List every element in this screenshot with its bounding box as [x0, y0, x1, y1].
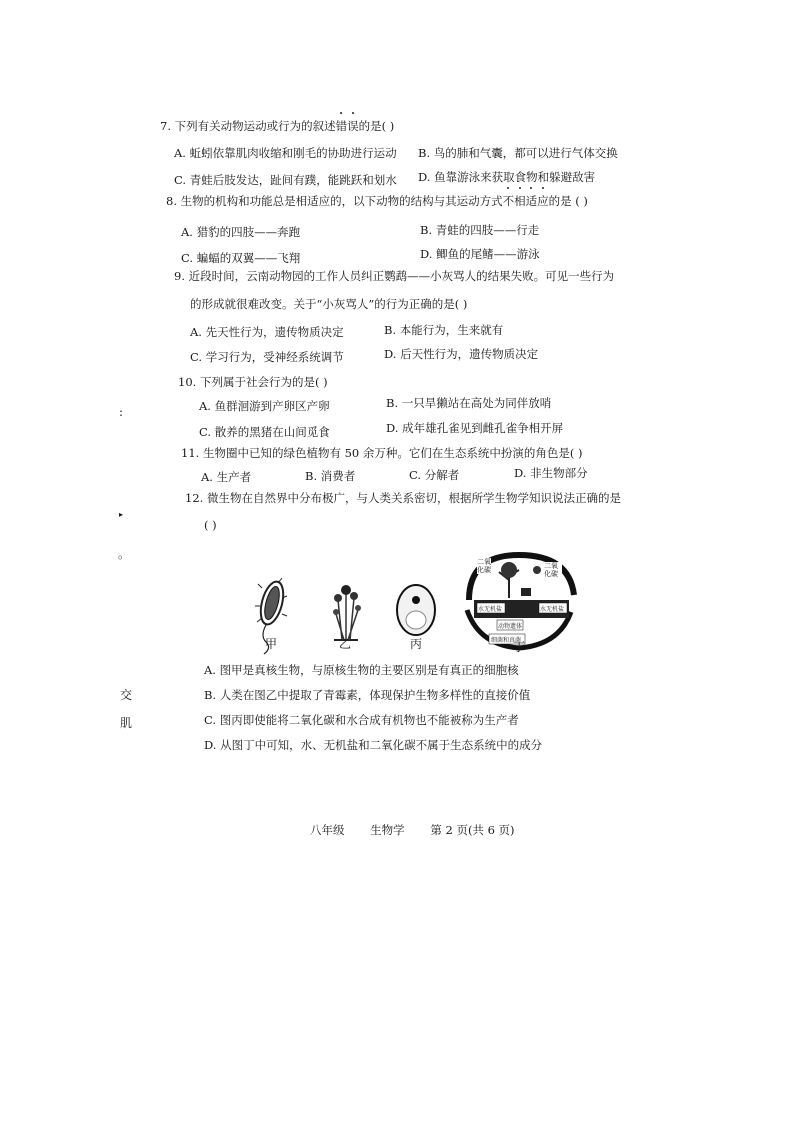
figure-text-inorganic-right: 水无机盐: [540, 606, 565, 613]
q8-option-c: C. 蝙蝠的双翼——飞翔: [181, 251, 301, 265]
q7-stem-emphasis: [336, 119, 359, 133]
q8-stem-emphasis: [503, 194, 549, 208]
q7-option-d: D. 鱼靠游泳来获取食物和躲避敌害: [418, 170, 596, 184]
margin-mark-colon: :: [119, 405, 124, 419]
emphasis-dot: [352, 112, 354, 114]
q11-option-b: B. 消费者: [305, 469, 356, 483]
q10-option-b: B. 一只旱獭站在高处为同伴放哨: [386, 396, 552, 410]
q9-option-b: B. 本能行为，生来就有: [384, 323, 504, 337]
question-12-stem-line1: 12. 微生物在自然界中分布极广，与人类关系密切，根据所学生物学知识说法正确的是: [185, 491, 621, 505]
emphasis-dot: [530, 187, 532, 189]
figure-text-co2-left: 二氧化碳: [477, 558, 491, 574]
q7-emph-text: 错误: [335, 119, 359, 133]
q12-option-c: C. 图丙即使能将二氧化碳和水合成有机物也不能被称为生产者: [204, 713, 519, 727]
footer-page-number: 第 2 页(共 6 页): [430, 823, 515, 837]
emphasis-dot: [542, 187, 544, 189]
q8-stem-before: 8. 生物的机构和功能总是相适应的，以下动物的结构与其运动方式: [166, 194, 503, 208]
figure-label-ding: 丁: [513, 640, 526, 654]
q7-stem-after: 的是( ): [358, 119, 395, 133]
q7-stem-before: 7. 下列有关动物运动或行为的叙述: [160, 119, 336, 133]
q10-option-d: D. 成年雄孔雀见到雌孔雀争相开屏: [386, 421, 564, 435]
question-8-stem: [166, 193, 588, 209]
emphasis-dot: [519, 187, 521, 189]
q11-option-c: C. 分解者: [409, 468, 460, 482]
figure-label-yi: 乙: [339, 637, 352, 651]
q11-option-d: D. 非生物部分: [514, 466, 588, 480]
q12-option-d: D. 从图丁中可知，水、无机盐和二氧化碳不属于生态系统中的成分: [204, 738, 543, 752]
question-9-stem-line2: 的形成就很难改变。关于“小灰骂人”的行为正确的是( ): [190, 297, 468, 311]
q7-option-c: C. 青蛙后肢发达，趾间有蹼，能跳跃和划水: [174, 173, 397, 187]
margin-mark-arrow: ▸: [119, 510, 124, 519]
question-11-stem: 11. 生物圈中已知的绿色植物有 50 余万种。它们在生态系统中扮演的角色是( ): [181, 446, 583, 460]
figure-text-bottom-box: 细菌和真菌: [491, 637, 522, 644]
question-9-stem-line1: 9. 近段时间，云南动物园的工作人员纠正鹦鹉——小灰骂人的结果失败。可见一些行为: [174, 269, 615, 283]
q9-option-d: D. 后天性行为，遗传物质决定: [384, 347, 539, 361]
penicillium-drawing: [333, 585, 361, 640]
margin-char-jiao: 交: [120, 688, 133, 702]
q10-option-c: C. 散养的黑猪在山间觅食: [199, 425, 330, 439]
q8-option-d: D. 鲫鱼的尾鳍——游泳: [420, 247, 540, 261]
q9-option-a: A. 先天性行为，遗传物质决定: [190, 325, 344, 339]
figure-text-co2-right: 二氧化碳: [544, 562, 562, 578]
margin-mark-dot: 。: [118, 547, 131, 561]
microorganism-figure: [244, 550, 584, 660]
question-10-stem: 10. 下列属于社会行为的是( ): [178, 375, 328, 389]
q12-option-a: A. 图甲是真核生物，与原核生物的主要区别是有真正的细胞核: [204, 663, 519, 677]
figure-text-middle-box: 动物遗体: [498, 623, 523, 630]
q10-option-a: A. 鱼群洄游到产卵区产卵: [199, 399, 330, 413]
footer-grade: 八年级: [310, 823, 345, 837]
page-footer: [310, 822, 537, 838]
figure-text-inorganic-left: 水无机盐: [478, 606, 503, 613]
footer-subject: 生物学: [370, 823, 405, 837]
q8-option-a: A. 猎豹的四肢——奔跑: [181, 225, 301, 239]
question-7-stem: [160, 118, 394, 134]
emphasis-dot: [507, 187, 509, 189]
yeast-cell-drawing: [397, 585, 435, 635]
figure-label-jia: 甲: [265, 637, 278, 651]
question-12-stem-line2: ( ): [204, 518, 217, 532]
q12-option-b: B. 人类在图乙中提取了青霉素，体现保护生物多样性的直接价值: [204, 688, 531, 702]
figure-label-bing: 丙: [410, 637, 423, 651]
q8-emph-text: 不相适应: [502, 194, 549, 208]
q8-option-b: B. 青蛙的四肢——行走: [420, 223, 540, 237]
margin-char-ji: 肌: [120, 716, 133, 730]
q11-option-a: A. 生产者: [201, 470, 252, 484]
q7-option-b: B. 鸟的肺和气囊，都可以进行气体交换: [418, 146, 618, 160]
emphasis-dot: [340, 112, 342, 114]
q7-option-a: A. 蚯蚓依靠肌肉收缩和刚毛的协助进行运动: [174, 146, 397, 160]
q9-option-c: C. 学习行为，受神经系统调节: [190, 350, 344, 364]
q8-stem-after: 的是 ( ): [548, 194, 588, 208]
